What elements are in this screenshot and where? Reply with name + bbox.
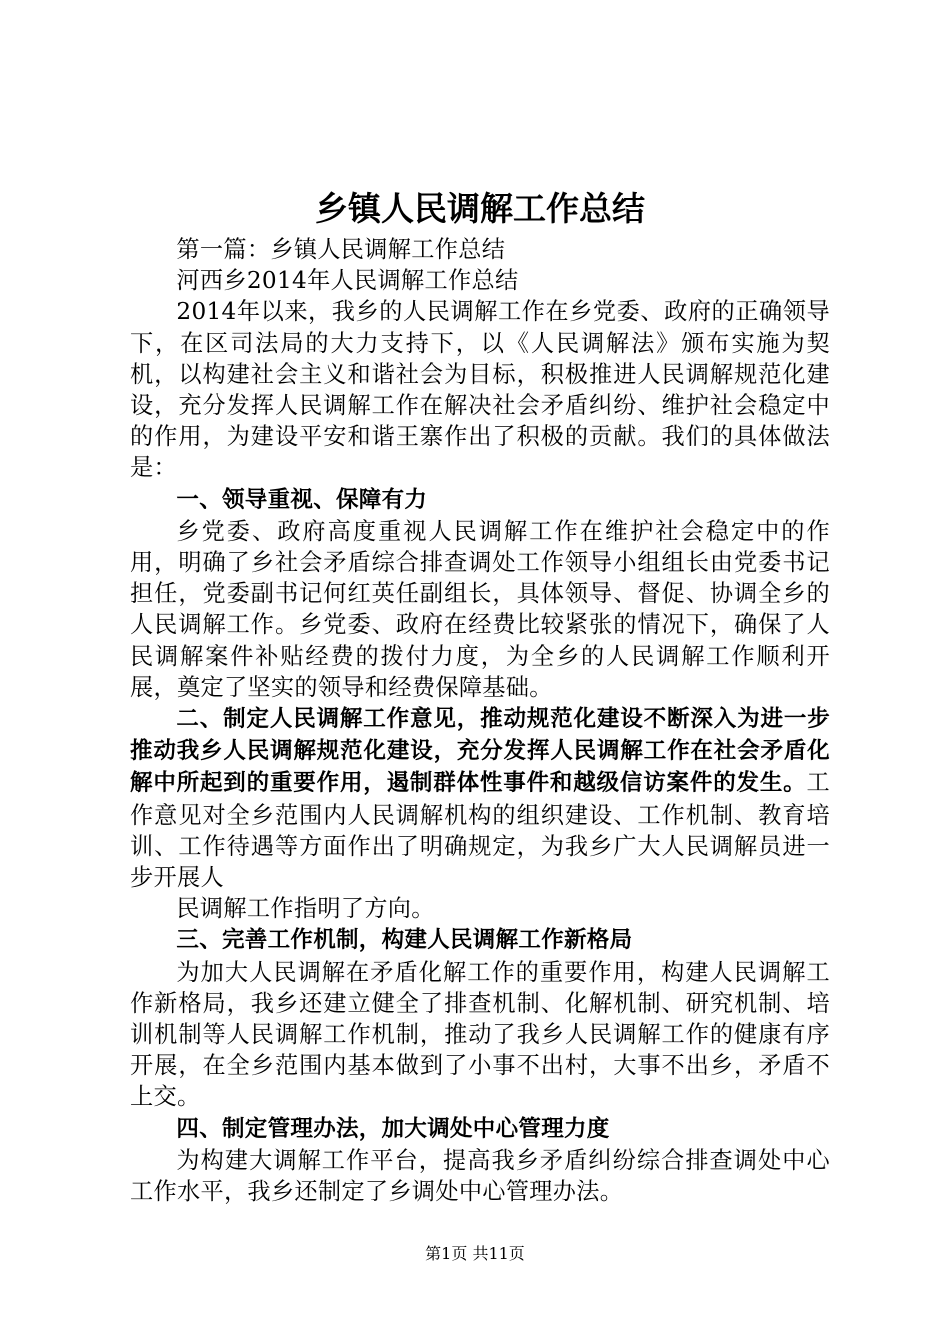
section-3-heading: 三、完善工作机制，构建人民调解工作新格局: [176, 927, 633, 954]
section-1-paragraph: 乡党委、政府高度重视人民调解工作在维护社会稳定中的作用，明确了乡社会矛盾综合排查调处工作领导小组组长由党委书记担任，党委副书记何红英任副组长，具体领导、督促、协调全乡的人民调解工作。乡党委、政府在经费比较紧张的情况下，确保了人民调解案件补贴经费的拨付力度，为全乡的人民调解工作顺利开展，奠定了坚实的领导和经费保障基础。: [130, 517, 830, 701]
intro-paragraph: 2014年以来，我乡的人民调解工作在乡党委、政府的正确领导下，在区司法局的大力支持下，以《人民调解法》颁布实施为契机，以构建社会主义和谐社会为目标，积极推进人民调解规范化建设，充分发挥人民调解工作在解决社会矛盾纠纷、维护社会稳定中的作用，为建设平安和谐王寨作出了积极的贡献。我们的具体做法是：: [130, 298, 830, 482]
section-2-tail: 民调解工作指明了方向。: [176, 895, 435, 923]
section-1-heading: 一、领导重视、保障有力: [176, 486, 428, 513]
page-footer: 第1页 共11页: [425, 1244, 525, 1263]
section-2-paragraph: [130, 703, 830, 893]
section-4-heading: 四、制定管理办法，加大调处中心管理力度: [176, 1115, 610, 1142]
section-2-body: 工作意见对全乡范围内人民调解机构的组织建设、工作机制、教育培训、工作待遇等方面作出了明确规定，为我乡广大人民调解员进一步开展人: [130, 769, 830, 892]
section-4-paragraph: 为构建大调解工作平台，提高我乡矛盾纠纷综合排查调处中心工作水平，我乡还制定了乡调处中心管理办法。: [130, 1146, 830, 1206]
subtitle-report-name: 河西乡2014年人民调解工作总结: [176, 267, 519, 295]
document-title: 乡镇人民调解工作总结: [315, 189, 645, 228]
subtitle-first-article: 第一篇：乡镇人民调解工作总结: [176, 236, 506, 263]
section-2-heading: 二、制定人民调解工作意见，推动规范化建设不断深入为进一步推动我乡人民调解规范化建设，充分发挥人民调解工作在社会矛盾化解中所起到的重要作用，遏制群体性事件和越级信访案件的发生。: [130, 706, 830, 797]
section-3-paragraph: 为加大人民调解在矛盾化解工作的重要作用，构建人民调解工作新格局，我乡还建立健全了排查机制、化解机制、研究机制、培训机制等人民调解工作机制，推动了我乡人民调解工作的健康有序开展，在全乡范围内基本做到了小事不出村，大事不出乡，矛盾不上交。: [130, 958, 830, 1111]
document-body: [130, 234, 830, 1207]
document-page: [130, 0, 830, 1344]
